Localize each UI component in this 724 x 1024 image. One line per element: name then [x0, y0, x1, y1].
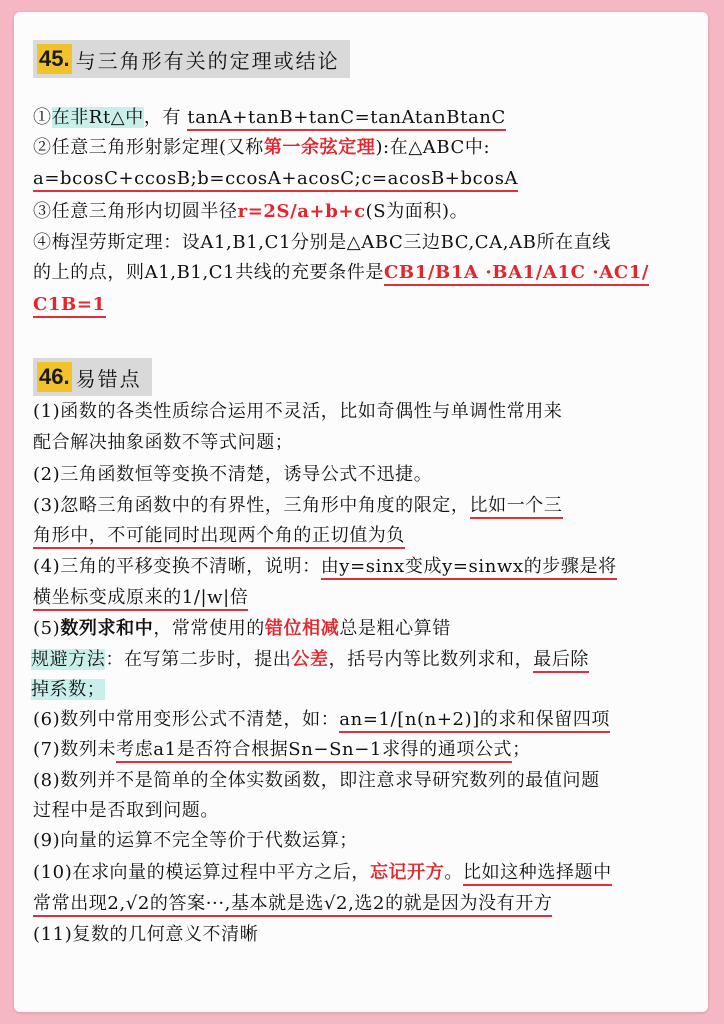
section-46-header — [33, 358, 152, 396]
s46-row-12: (7)数列未考虑a1是否符合根据Sn−Sn−1求得的通项公式； — [33, 736, 531, 764]
s46-row-18: (11)复数的几何意义不清晰 — [33, 924, 259, 945]
s46-row-15: (9)向量的运算不完全等价于代数运算； — [33, 830, 358, 851]
s46-row-2: 配合解决抽象函数不等式问题； — [33, 432, 294, 453]
s46-row-7: 横坐标变成原来的1/|w|倍 — [33, 584, 248, 612]
s46-row-11: (6)数列中常用变形公式不清楚，如：an=1/[n(n+2)]的求和保留四项 — [33, 706, 610, 734]
s46-row-5: 角形中，不可能同时出现两个角的正切值为负 — [33, 522, 405, 550]
s46-row-14: 过程中是否取到问题。 — [33, 800, 219, 821]
s45-line-7: C1B=1 — [33, 291, 106, 319]
section-45-title: 与三角形有关的定理或结论 — [75, 48, 340, 73]
s46-row-9: 规避方法：在写第二步时，提出公差，括号内等比数列求和，最后除 — [31, 646, 589, 674]
s45-line-4: ③任意三角形内切圆半径r=2S/a+b+c(S为面积)。 — [33, 201, 469, 222]
s46-row-1: (1)函数的各类性质综合运用不灵活，比如奇偶性与单调性常用来 — [33, 401, 563, 422]
section-46-title: 易错点 — [75, 366, 142, 391]
s45-line-3: a=bcosC+ccosB;b=ccosA+acosC;c=acosB+bcosA — [33, 165, 518, 193]
s46-row-13: (8)数列并不是简单的全体实数函数，即注意求导研究数列的最值问题 — [33, 770, 600, 791]
s46-row-3: (2)三角函数恒等变换不清楚，诱导公式不迅捷。 — [33, 464, 433, 485]
s46-row-4: (3)忽略三角函数中的有界性，三角形中角度的限定，比如一个三 — [33, 492, 563, 520]
section-45-header — [33, 40, 350, 78]
s46-row-6: (4)三角的平移变换不清晰，说明：由y=sinx变成y=sinwx的步骤是将 — [33, 553, 617, 581]
section-45-number: 45. — [37, 44, 72, 74]
s46-row-16: (10)在求向量的模运算过程中平方之后，忘记开方。比如这种选择题中 — [33, 859, 612, 887]
s45-line-2: ②任意三角形射影定理(又称第一余弦定理):在△ABC中: — [33, 137, 491, 158]
s45-line-5: ④梅涅劳斯定理：设A1,B1,C1分别是△ABC三边BC,CA,AB所在直线 — [33, 232, 611, 253]
s45-line-6: 的上的点，则A1,B1,C1共线的充要条件是CB1/B1A ·BA1/A1C ·AC1/ — [33, 259, 649, 287]
s46-row-8: (5)数列求和中，常常使用的错位相减总是粗心算错 — [33, 618, 451, 639]
s45-line-1: ①在非Rt△中，有 tanA+tanB+tanC=tanAtanBtanC — [33, 104, 506, 132]
s46-row-10: 掉系数； — [31, 679, 106, 700]
section-46-number: 46. — [37, 362, 72, 392]
s46-row-17: 常常出现2,√2的答案···,基本就是选√2,选2的就是因为没有开方 — [33, 890, 552, 918]
